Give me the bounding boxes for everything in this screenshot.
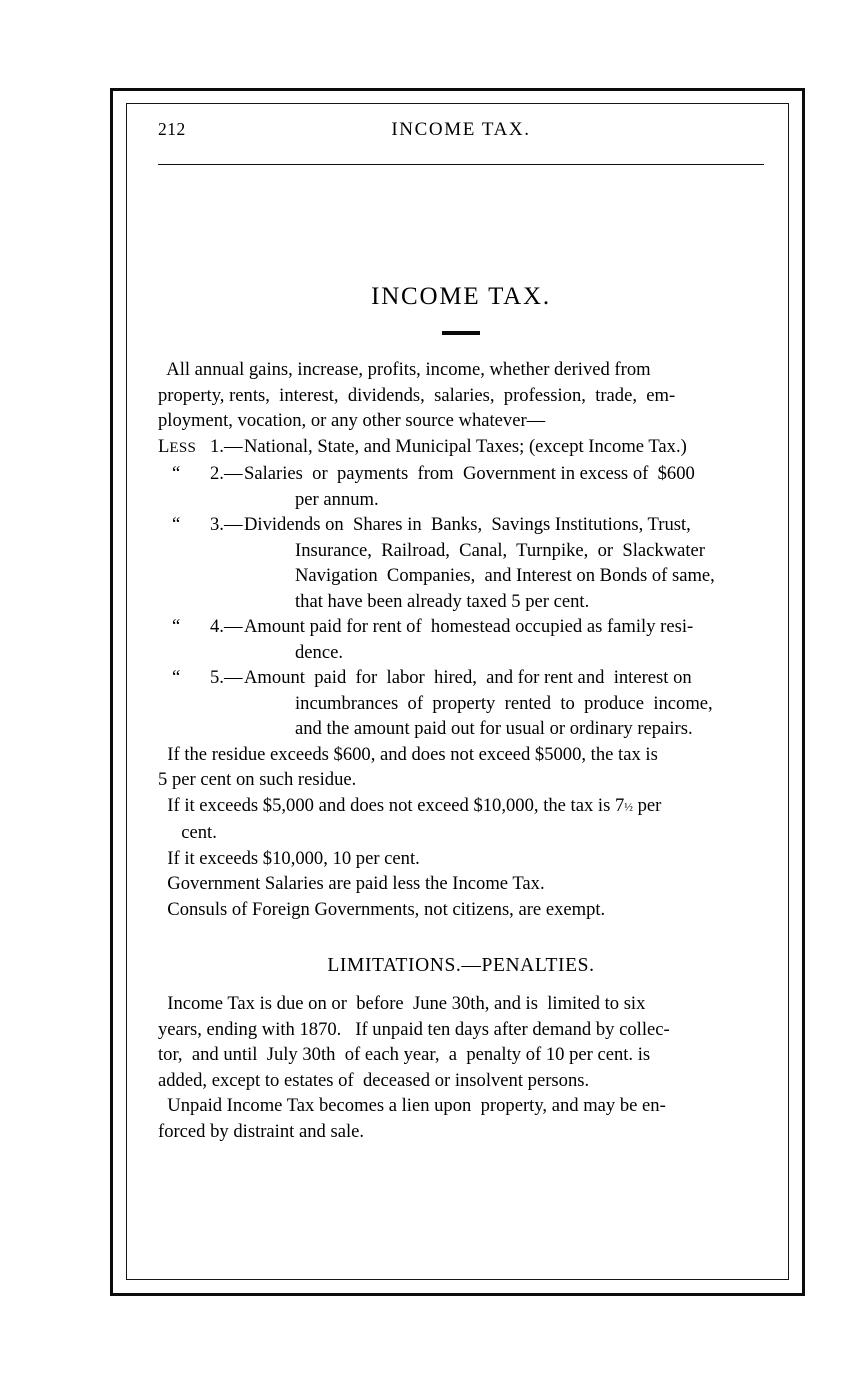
title-block [158, 283, 764, 335]
intro-line-2: ployment, vocation, or any other source whatever— [158, 410, 546, 431]
deduction-text-3-0: Dividends on Shares in Banks, Savings Institutions, Trust, [244, 514, 691, 535]
ditto-mark: “ [172, 463, 181, 484]
deduction-item-3 [158, 512, 764, 538]
deduction-item-5 [158, 665, 764, 691]
deduction-text-1-0: National, State, and Municipal Taxes; (except Income Tax.) [244, 435, 687, 457]
deduction-continuation-3-2: that have been already taxed 5 per cent. [295, 590, 590, 612]
rate-line-0: If the residue exceeds $600, and does not exceed $5000, the tax is [158, 743, 658, 765]
deduction-item-4 [158, 614, 764, 640]
deduction-continuation-2-0: per annum. [295, 488, 379, 510]
deduction-continuation-4-0: dence. [295, 641, 344, 663]
header-rule [158, 164, 764, 165]
page-content [158, 119, 764, 1144]
deduction-text-4-0: Amount paid for rent of homestead occupied as family resi- [244, 616, 694, 637]
ditto-mark: “ [172, 616, 181, 637]
title-divider-dash [442, 331, 480, 335]
deduction-continuation-3-1: Navigation Companies, and Interest on Bonds of same, [295, 565, 715, 586]
deduction-item-2 [158, 461, 764, 487]
ditto-mark: “ [172, 514, 181, 535]
fraction-one-half: ½ [624, 800, 633, 813]
less-label: LESS [158, 435, 197, 457]
rate-line-5: Government Salaries are paid less the Income Tax. [158, 873, 545, 895]
ditto-mark: “ [172, 667, 181, 688]
intro-line-1: property, rents, interest, dividends, salaries, profession, trade, em- [158, 384, 676, 406]
deduction-number-4: 4.— [210, 616, 243, 637]
deduction-number-3: 3.— [210, 514, 243, 535]
document-title: INCOME TAX. [371, 283, 551, 310]
deduction-item-1 [158, 434, 764, 462]
deduction-text-2-0: Salaries or payments from Government in excess of $600 [244, 463, 695, 484]
running-head [158, 119, 764, 153]
rate-line-6: Consuls of Foreign Governments, not citizens, are exempt. [158, 898, 606, 920]
limitations-heading: LIMITATIONS.—PENALTIES. [327, 955, 595, 977]
rate-line-1: 5 per cent on such residue. [158, 769, 357, 790]
deduction-number-5: 5.— [210, 667, 243, 688]
deduction-number-1: 1.— [210, 435, 243, 457]
deduction-text-5-0: Amount paid for labor hired, and for rent and interest on [244, 667, 692, 688]
scanned-page [110, 88, 805, 1296]
limitation-line-1: years, ending with 1870. If unpaid ten days after demand by collec- [158, 1018, 670, 1040]
limitation-line-0: Income Tax is due on or before June 30th, and is limited to six [158, 993, 646, 1015]
limitations-paragraphs [158, 991, 764, 1144]
limitation-line-5: forced by distraint and sale. [158, 1120, 365, 1142]
deduction-list [158, 434, 764, 742]
intro-line-0: All annual gains, increase, profits, income, whether derived from [158, 359, 651, 380]
deduction-continuation-3-0: Insurance, Railroad, Canal, Turnpike, or Slackwater [295, 539, 705, 561]
tax-rate-paragraphs [158, 742, 764, 923]
limitation-line-2: tor, and until July 30th of each year, a penalty of 10 per cent. is [158, 1044, 651, 1066]
rate-line-2: If it exceeds $5,000 and does not exceed $10,000, the tax is 7½ per [158, 794, 662, 816]
deduction-number-2: 2.— [210, 463, 243, 484]
deduction-continuation-5-0: incumbrances of property rented to produce income, [295, 692, 713, 714]
rate-line-4: If it exceeds $10,000, 10 per cent. [158, 847, 420, 869]
page-number: 212 [158, 119, 186, 139]
rate-line-3: cent. [158, 822, 217, 844]
deduction-continuation-5-1: and the amount paid out for usual or ordinary repairs. [295, 718, 693, 739]
limitation-line-4: Unpaid Income Tax becomes a lien upon property, and may be en- [158, 1095, 666, 1117]
running-head-title: INCOME TAX. [391, 119, 531, 140]
intro-paragraph [158, 357, 764, 434]
limitation-line-3: added, except to estates of deceased or insolvent persons. [158, 1069, 590, 1091]
